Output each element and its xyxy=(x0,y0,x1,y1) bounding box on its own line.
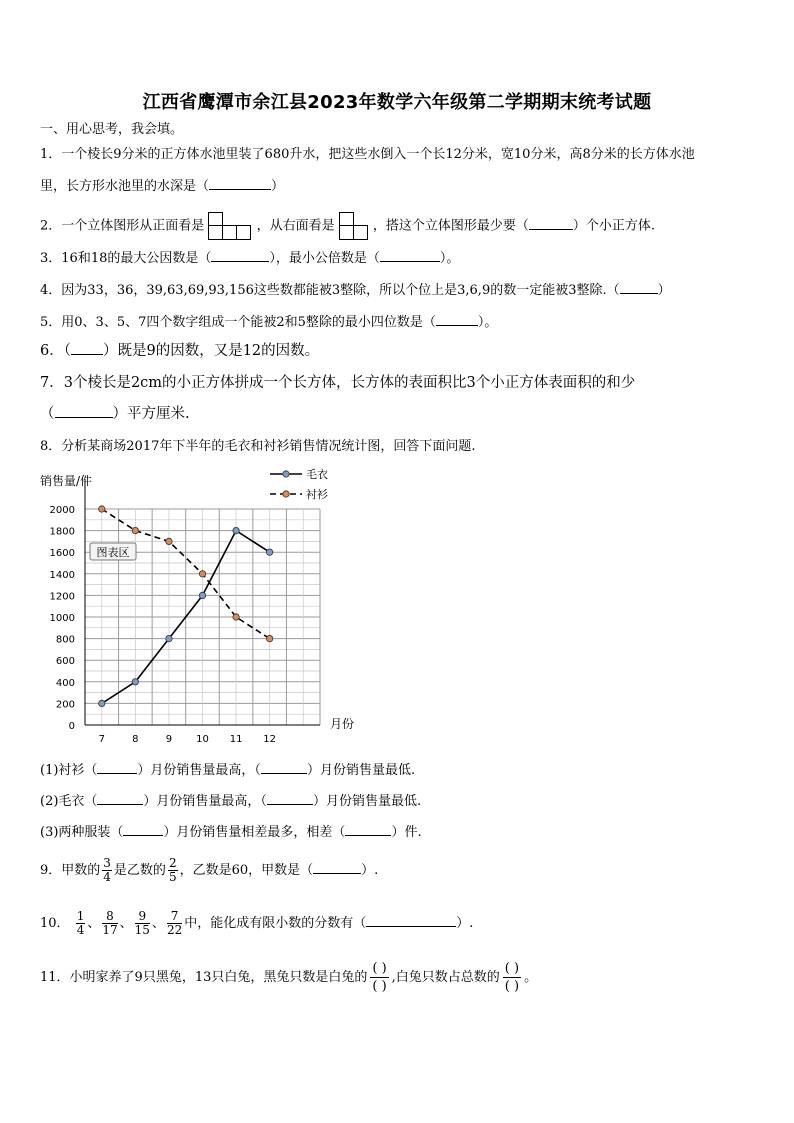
question-3 xyxy=(40,248,459,268)
denominator-blank[interactable]: ( ) xyxy=(372,979,387,994)
data-point xyxy=(166,635,172,641)
question-2-text-c: ，搭这个立体图形最少要（ xyxy=(372,218,529,234)
numerator: 7 xyxy=(167,910,182,924)
y-tick-label: 800 xyxy=(55,634,75,646)
question-10-text-b: 中，能化成有限小数的分数有（ xyxy=(184,916,367,931)
separator: 、 xyxy=(87,916,101,931)
question-9-text-d: ）. xyxy=(361,863,379,878)
y-axis-label: 销售量/件 xyxy=(40,474,93,488)
y-tick-label: 1800 xyxy=(49,526,75,538)
numerator-blank[interactable]: ( ) xyxy=(372,961,387,976)
answer-blank[interactable] xyxy=(209,176,271,190)
fraction xyxy=(135,910,150,937)
sub-1-text-c: ）月份销售量最低. xyxy=(306,763,416,778)
fraction xyxy=(76,910,86,937)
answer-blank[interactable] xyxy=(261,760,307,774)
data-point xyxy=(132,679,138,685)
numerator-blank[interactable]: ( ) xyxy=(504,961,520,976)
denominator: 15 xyxy=(134,923,150,937)
question-2 xyxy=(40,212,655,240)
data-point xyxy=(166,538,172,544)
x-tick-label: 12 xyxy=(263,734,277,745)
question-1-line-1: 1．一个棱长9分米的正方体水池里装了680升水，把这些水倒入一个长12分米，宽10分米，高8分米的长方体水池 xyxy=(40,147,695,162)
question-9-text-a: 9．甲数的 xyxy=(40,863,101,878)
denominator: 17 xyxy=(102,923,118,937)
legend-label: 毛衣 xyxy=(306,468,328,481)
question-6 xyxy=(40,341,319,361)
question-5-text-b: ）。 xyxy=(477,315,498,330)
answer-blank[interactable] xyxy=(436,312,478,326)
question-11-text-c: 。 xyxy=(524,970,538,985)
question-9 xyxy=(40,857,378,884)
y-tick-label: 200 xyxy=(55,699,75,711)
question-4-text-b: ） xyxy=(657,283,671,298)
question-7-line-2 xyxy=(40,404,190,424)
y-tick-label: 1000 xyxy=(49,613,75,624)
right-view-figure xyxy=(339,212,369,240)
answer-blank[interactable] xyxy=(97,760,137,774)
section-heading: 一、用心思考，我会填。 xyxy=(40,122,184,137)
sub-1-text-b: ）月份销售量最高，（ xyxy=(137,763,261,778)
separator: 、 xyxy=(119,916,133,931)
question-11 xyxy=(40,960,537,995)
separator: 、 xyxy=(151,916,165,931)
question-2-text-d: ）个小正方体. xyxy=(572,218,656,234)
front-view-figure xyxy=(208,212,252,240)
question-2-text-a: 2．一个立体图形从正面看是 xyxy=(40,218,205,234)
fraction xyxy=(168,857,178,884)
x-tick-label: 7 xyxy=(98,734,105,745)
legend-marker xyxy=(283,471,289,477)
denominator: 4 xyxy=(76,923,85,937)
numerator: 1 xyxy=(76,909,85,923)
question-5 xyxy=(40,312,497,332)
question-5-text-a: 5．用0、3、5、7四个数字组成一个能被2和5整除的最小四位数是（ xyxy=(40,315,436,330)
question-6-text-a: 6．（ xyxy=(40,343,71,359)
question-9-text-c: ，乙数是60，甲数是（ xyxy=(179,863,314,878)
y-tick-label: 1400 xyxy=(49,569,75,581)
y-tick-label: 1200 xyxy=(49,591,75,603)
answer-blank[interactable] xyxy=(267,791,313,805)
y-tick-label: 1600 xyxy=(49,548,75,560)
x-axis-label: 月份 xyxy=(330,717,355,731)
question-8-sub-3 xyxy=(40,822,422,842)
sub-3-text-a: (3)两种服装（ xyxy=(40,825,124,840)
numerator: 3 xyxy=(103,856,111,870)
data-point xyxy=(199,592,205,598)
legend-marker xyxy=(283,491,289,497)
legend-label: 衬衫 xyxy=(306,488,328,501)
question-1-close: ） xyxy=(271,179,285,194)
data-point xyxy=(233,527,239,533)
numerator: 2 xyxy=(168,856,177,870)
answer-blank[interactable] xyxy=(211,248,269,262)
denominator: 5 xyxy=(168,870,177,884)
question-8-sub-1 xyxy=(40,760,415,780)
fraction xyxy=(102,910,117,937)
answer-blank[interactable] xyxy=(345,822,391,836)
answer-blank[interactable] xyxy=(123,822,163,836)
question-8-intro: 8．分析某商场2017年下半年的毛衣和衬衫销售情况统计图，回答下面问题. xyxy=(40,439,476,454)
answer-blank[interactable] xyxy=(97,791,143,805)
fraction xyxy=(102,857,112,884)
numerator: 9 xyxy=(135,910,150,924)
answer-blank[interactable] xyxy=(380,248,440,262)
page-title: 江西省鹰潭市余江县2023年数学六年级第二学期期末统考试题 xyxy=(142,92,652,113)
data-point xyxy=(199,571,205,577)
answer-blank[interactable] xyxy=(55,404,113,418)
data-point xyxy=(266,635,272,641)
question-6-text-b: ）既是9的因数，又是12的因数。 xyxy=(102,343,320,359)
data-point xyxy=(99,700,105,706)
answer-blank[interactable] xyxy=(313,860,361,874)
denominator: 4 xyxy=(103,870,111,884)
denominator: 22 xyxy=(166,923,183,937)
question-1-text: 里，长方形水池里的水深是（ xyxy=(40,179,210,194)
question-1-line-2 xyxy=(40,176,284,196)
y-tick-label: 2000 xyxy=(49,505,75,516)
question-11-text-a: 11．小明家养了9只黑兔，13只白兔，黑兔只数是白兔的 xyxy=(40,970,368,985)
y-tick-label: 600 xyxy=(55,656,75,668)
x-tick-label: 9 xyxy=(165,734,173,745)
chart-area-badge-label: 图表区 xyxy=(96,546,130,559)
sub-3-text-b: ）月份销售量相差最多，相差（ xyxy=(163,825,346,840)
question-3-text-c: ）。 xyxy=(439,251,460,266)
question-10-text-c: ）. xyxy=(456,916,474,931)
y-tick-label: 400 xyxy=(55,677,75,689)
x-tick-label: 11 xyxy=(229,734,243,745)
answer-blank[interactable] xyxy=(71,341,103,355)
data-point xyxy=(233,614,239,620)
question-3-text-b: ），最小公倍数是（ xyxy=(269,251,380,266)
data-point xyxy=(132,527,138,533)
numerator: 8 xyxy=(102,910,117,924)
denominator-blank[interactable]: ( ) xyxy=(504,979,520,994)
sub-3-text-c: ）件. xyxy=(391,825,422,840)
question-11-text-b: ,白兔只数占总数的 xyxy=(391,970,500,985)
sub-2-text-c: ）月份销售量最低. xyxy=(312,794,422,809)
question-7-open: （ xyxy=(40,406,55,422)
question-7-text: ）平方厘米. xyxy=(112,406,190,422)
sub-2-text-b: ）月份销售量最高，（ xyxy=(143,794,267,809)
data-point xyxy=(99,506,105,512)
question-10-number: 10． xyxy=(40,916,70,931)
answer-blank[interactable] xyxy=(529,216,573,230)
question-10 xyxy=(40,910,473,937)
question-9-text-b: 是乙数的 xyxy=(113,863,166,878)
question-8-sub-2 xyxy=(40,791,421,811)
fraction xyxy=(167,910,182,937)
answer-blank[interactable] xyxy=(620,280,658,294)
question-4-text-a: 4．因为33，36，39,63,69,93,156这些数都能被3整除，所以个位上是3,6,9的数一定能被3整除.（ xyxy=(40,283,620,298)
y-tick-label: 0 xyxy=(68,721,75,732)
x-tick-label: 10 xyxy=(196,734,209,745)
sub-1-text-a: (1)衬衫（ xyxy=(40,763,98,778)
x-tick-label: 8 xyxy=(132,734,139,745)
question-3-text-a: 3．16和18的最大公因数是（ xyxy=(40,251,212,266)
question-4 xyxy=(40,280,671,300)
answer-blank[interactable] xyxy=(366,913,456,927)
question-2-text-b: ，从右面看是 xyxy=(256,218,335,234)
data-point xyxy=(266,549,272,555)
question-7-line-1: 7．3个棱长是2cm的小正方体拼成一个长方体，长方体的表面积比3个小正方体表面积的和少 xyxy=(40,375,636,391)
fill-fraction[interactable] xyxy=(503,960,521,995)
sub-2-text-a: (2)毛衣（ xyxy=(40,794,98,809)
fill-fraction[interactable] xyxy=(370,960,388,995)
sales-line-chart xyxy=(30,462,370,752)
